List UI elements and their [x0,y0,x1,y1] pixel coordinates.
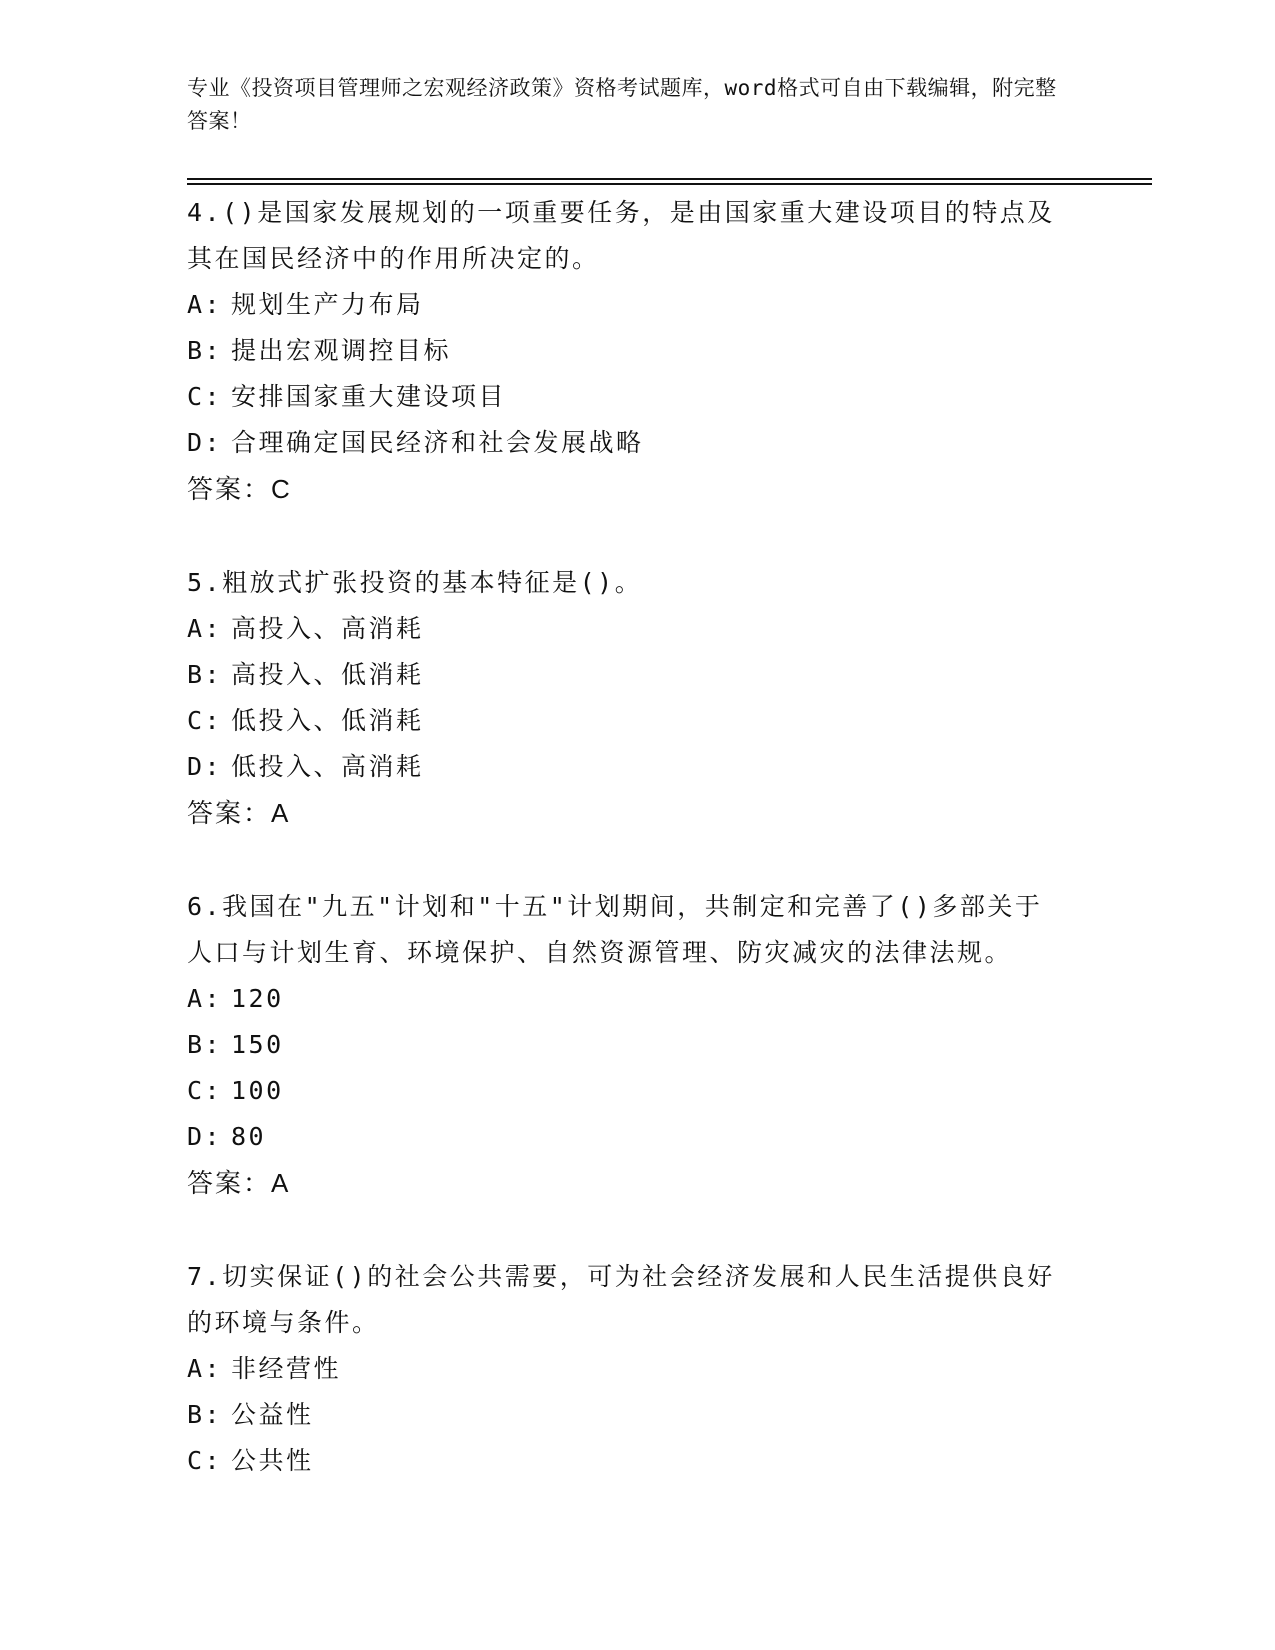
option-letter: C: [187,706,223,735]
option-text: 公益性 [231,1400,314,1429]
answer-line: 答案：A [187,798,291,828]
option-letter: B: [187,1030,223,1059]
option-letter: D: [187,752,223,781]
option-a [187,976,1067,1022]
option-c [187,1438,1067,1484]
document-header: 专业《投资项目管理师之宏观经济政策》资格考试题库，word格式可自由下载编辑，附完整答案！ [187,76,1057,133]
header-divider-top [187,178,1152,180]
option-text: 低投入、高消耗 [231,752,424,781]
option-letter: C: [187,1446,223,1475]
option-text: 低投入、低消耗 [231,706,424,735]
answer-line: 答案：C [187,474,292,504]
option-c [187,698,1067,744]
option-text: 120 [231,984,284,1013]
question-4 [187,190,1067,512]
option-text: 150 [231,1030,284,1059]
answer-line: 答案：A [187,1168,291,1198]
option-text: 80 [231,1122,267,1151]
option-letter: A: [187,984,223,1013]
option-letter: B: [187,660,223,689]
option-a [187,1346,1067,1392]
header-divider-bottom [187,183,1152,185]
question-stem: 5.粗放式扩张投资的基本特征是()。 [187,568,643,597]
option-b [187,1022,1067,1068]
option-text: 高投入、高消耗 [231,614,424,643]
option-c [187,1068,1067,1114]
question-6 [187,884,1067,1206]
option-d [187,744,1067,790]
option-text: 非经营性 [231,1354,342,1383]
option-text: 高投入、低消耗 [231,660,424,689]
option-a [187,282,1067,328]
option-text: 合理确定国民经济和社会发展战略 [231,428,644,457]
option-b [187,1392,1067,1438]
question-stem: 7.切实保证()的社会公共需要，可为社会经济发展和人民生活提供良好的环境与条件。 [187,1262,1055,1337]
question-7 [187,1254,1067,1484]
question-list [187,190,1067,1532]
option-letter: C: [187,1076,223,1105]
question-stem: 4.()是国家发展规划的一项重要任务，是由国家重大建设项目的特点及其在国民经济中的作用所决定的。 [187,198,1055,273]
option-letter: A: [187,1354,223,1383]
question-stem: 6.我国在"九五"计划和"十五"计划期间，共制定和完善了()多部关于人口与计划生育、环境保护、自然资源管理、防灾减灾的法律法规。 [187,892,1043,967]
option-c [187,374,1067,420]
option-b [187,652,1067,698]
option-text: 安排国家重大建设项目 [231,382,507,411]
option-letter: C: [187,382,223,411]
option-letter: B: [187,336,223,365]
option-text: 规划生产力布局 [231,290,424,319]
option-letter: A: [187,290,223,319]
question-5 [187,560,1067,836]
option-letter: B: [187,1400,223,1429]
option-d [187,420,1067,466]
option-letter: D: [187,428,223,457]
option-a [187,606,1067,652]
option-b [187,328,1067,374]
option-letter: D: [187,1122,223,1151]
option-text: 100 [231,1076,284,1105]
option-letter: A: [187,614,223,643]
option-d [187,1114,1067,1160]
option-text: 公共性 [231,1446,314,1475]
option-text: 提出宏观调控目标 [231,336,452,365]
